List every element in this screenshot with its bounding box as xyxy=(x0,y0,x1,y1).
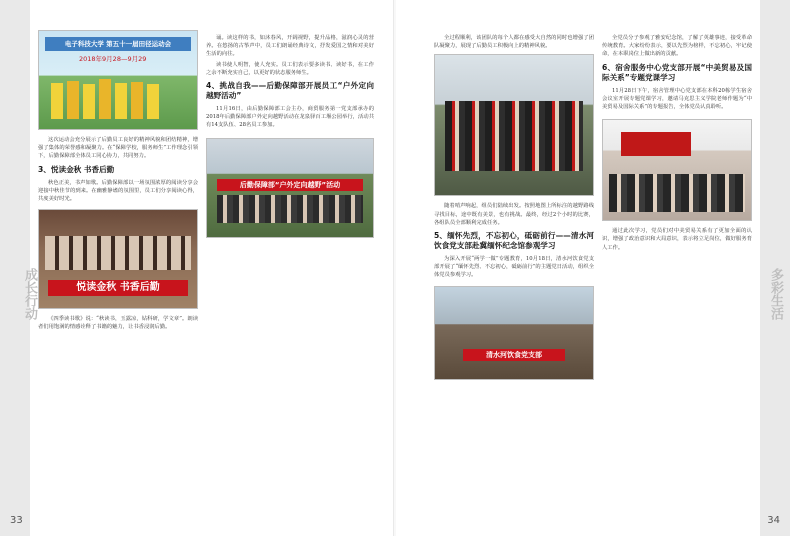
right-page xyxy=(396,0,790,536)
lecture-photo xyxy=(602,119,752,221)
right-side-label: 多彩生活 xyxy=(768,268,783,320)
reading-event-photo xyxy=(38,209,198,309)
park-group-photo xyxy=(434,54,594,196)
orienteering-banner: 后勤保障部“户外定向越野”活动 xyxy=(217,179,363,191)
orienteering-photo xyxy=(206,138,374,238)
page-number-left: 33 xyxy=(10,515,23,526)
right-column-2 xyxy=(602,34,752,254)
section3-heading: 3、悦读金秋 书香后勤 xyxy=(38,164,115,174)
section6-heading: 6、宿舍服务中心党支部开展“中美贸易及国际关系”专题党课学习 xyxy=(602,62,752,82)
left-page xyxy=(0,0,394,536)
audience-rows xyxy=(45,236,191,270)
park-crowd xyxy=(445,101,583,171)
lecture-audience xyxy=(609,174,745,212)
photo-top-date: 2018年9月28—9月29 xyxy=(79,55,147,63)
right-col2-bottom-text: 通过此次学习，党员们对中美贸易关系有了更加全面的认识，增强了政治意识和大局意识，表示将立足岗位，做好服务育人工作。 xyxy=(602,228,752,251)
left-side-label: 成长行动 xyxy=(22,268,37,320)
sports-meet-text: 这次运动会充分展示了后勤员工良好的精神风貌和团结精神，增强了集体的荣誉感和凝聚力。在“保障学校，服务师生”工作理念引领下，后勤保障部全体员工同心协力，共同努力。 xyxy=(38,137,198,160)
left-side-band xyxy=(0,0,37,536)
section6-text: 11月28日下午，宿舍管理中心党支部在本科20栋学生宿舍会议室开展专题党课学习，邀请马克思主义学院老师作题为“中美贸易及国际关系”的专题报告，全体党员认真聆听。 xyxy=(602,87,752,111)
col2-top-text: 诵。读这样的书，如沐春风，开阔视野，提升品格，滋润心灵的营养。在悠扬的古筝声中，员工们朗诵经典诗文，抒发爱国之情和对美好生活的向往。 xyxy=(206,35,374,58)
orienteering-crowd xyxy=(217,195,363,223)
memorial-visit-photo xyxy=(434,286,594,380)
left-column-2 xyxy=(206,34,374,238)
right-col2-top-text: 全党员分子参观了雅安纪念馆，了解了英雄事迹，接受革命传统教育。大家纷纷表示，要以先烈为榜样，不忘初心，牢记使命，在本职岗位上做出新的贡献。 xyxy=(602,35,752,58)
section5-text: 为深入开展“两学一做”专题教育，10月18日，清水河饮食党支部开展了“缅怀先烈、不忘初心，砥砺前行”的主题党日活动，组织全体党员参观学习。 xyxy=(434,256,594,279)
right-column-1 xyxy=(434,34,594,380)
right-col1-mid-text: 随着哨声响起，组员们陆续出发。按照地图上所标注的越野路线寻找目标，途中既有美景，也有挑战。最终，经过2个小时的比赛，各组队员全部顺利完成任务。 xyxy=(434,203,594,226)
section4-text: 11月16日，由后勤保障部工会主办，商贸服务第一党支部承办的2018年后勤保障部户外定向越野活动在龙泉驿百工堰公园举行，活动共有14支队伍、28名员工参加。 xyxy=(206,106,374,129)
col2-mid-text: 读书使人明智，使人充实。员工们表示要多读书、读好书，在工作之余不断充实自己，以更好的状态服务师生。 xyxy=(206,61,374,76)
sports-meet-photo xyxy=(38,30,198,130)
lecture-screen xyxy=(621,132,691,156)
section4-heading: 4、挑战自我——后勤保障部开展员工“户外定向越野活动” xyxy=(206,81,374,101)
section3-text-2: 《四季读书歌》说：“秋读书，玉露凉，钻科研，学文章”。朗读者们用饱满的情感诠释了书籍的魅力，让书香浸润后勤。 xyxy=(38,316,198,331)
right-side-band xyxy=(760,0,790,536)
left-column-1 xyxy=(38,34,198,334)
section5-heading: 5、缅怀先烈，不忘初心，砥砺前行——清水河饮食党支部赴冀缅怀纪念馆参观学习 xyxy=(434,231,594,251)
memorial-banner: 清水河饮食党支部 xyxy=(463,349,564,361)
people-group xyxy=(51,77,161,119)
photo-top-banner: 电子科技大学 第五十一届田径运动会 xyxy=(45,37,191,51)
right-col1-top-text: 全过程顺利，该团队的每个人都在感受大自然的同时也增强了团队凝聚力，展现了后勤员工积极向上的精神风貌。 xyxy=(434,35,594,50)
section3-text: 秋色正美，书声如歌。后勤保障部以一场氛围浓厚的阅读分享会迎接中秋佳节的到来。在幽雅静谧的氛围里，员工们分享阅读心得，共度美好时光。 xyxy=(38,179,198,203)
page-number-right: 34 xyxy=(767,515,780,526)
reading-event-banner: 悦读金秋 书香后勤 xyxy=(48,280,187,296)
